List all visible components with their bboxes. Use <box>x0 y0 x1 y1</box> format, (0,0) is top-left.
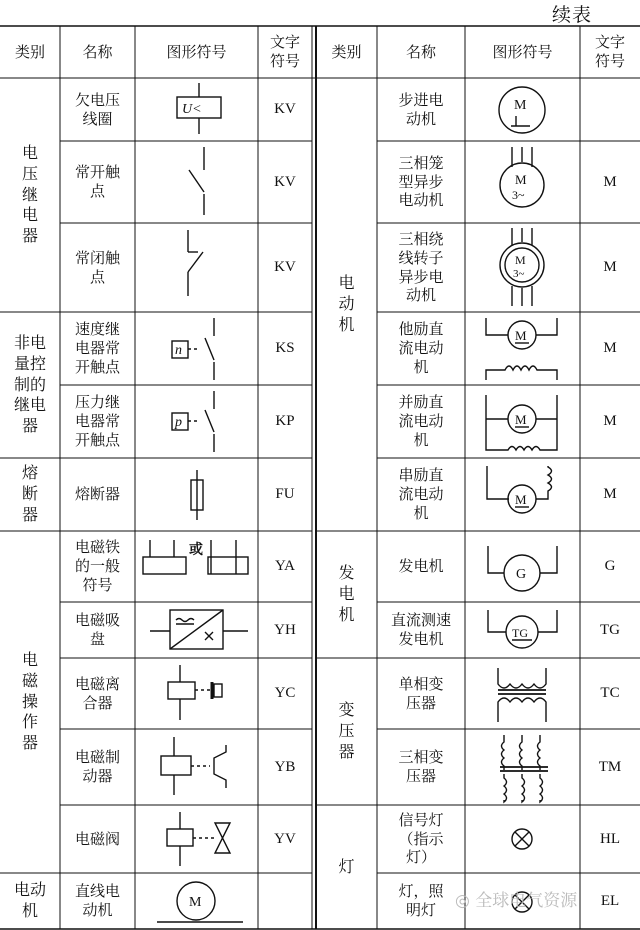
svg-text:M: M <box>515 412 527 427</box>
pressure-relay-contact-symbol <box>172 391 214 452</box>
stepper-motor-symbol <box>499 87 545 133</box>
row-code: YV <box>274 830 296 847</box>
solenoid-valve-symbol <box>167 812 230 866</box>
group-motor-right: 电 动 机 <box>338 273 355 334</box>
svg-text:p: p <box>175 415 182 430</box>
normally-open-contact-symbol <box>189 147 204 215</box>
group-transformer: 变 压 器 <box>338 700 355 761</box>
header-category-left: 类别 <box>14 42 45 61</box>
linear-motor-symbol <box>157 882 243 922</box>
row-name: 常闭触 点 <box>74 248 120 286</box>
undervoltage-coil-symbol <box>177 83 221 134</box>
speed-relay-contact-symbol <box>172 318 214 380</box>
magnetic-chuck-symbol <box>150 610 248 649</box>
row-code: HL <box>600 830 620 847</box>
row-code: KV <box>274 259 296 276</box>
svg-text:3~: 3~ <box>513 268 525 280</box>
row-name: 电磁离 合器 <box>74 674 120 712</box>
header-name-right: 名称 <box>405 42 436 61</box>
tachogenerator-symbol <box>488 610 557 648</box>
watermark <box>455 886 577 911</box>
row-name: 三相笼 型异步 电动机 <box>398 153 444 210</box>
row-name: 串励直 流电动 机 <box>398 466 444 522</box>
single-phase-transformer-symbol <box>498 668 546 722</box>
row-code: YB <box>274 758 296 775</box>
svg-text:3~: 3~ <box>512 188 525 202</box>
electromagnet-symbol <box>143 540 248 574</box>
row-code: M <box>603 340 617 357</box>
group-motor-left: 电动 机 <box>13 880 46 920</box>
series-dc-motor-symbol <box>487 466 552 513</box>
row-code: TG <box>600 621 620 638</box>
header-letter-right: 文字 符号 <box>594 33 625 70</box>
fuse-symbol <box>191 470 203 520</box>
row-name: 单相变 压器 <box>398 674 444 712</box>
header-symbol-left: 图形符号 <box>166 42 227 61</box>
header-letter-left: 文字 符号 <box>269 33 300 70</box>
row-code: G <box>604 558 616 575</box>
row-name: 熔断器 <box>74 485 120 504</box>
row-code: YC <box>274 685 296 702</box>
row-name: 直流测速 发电机 <box>390 611 451 648</box>
row-name: 三相绕 线转子 异步电 动机 <box>398 230 444 305</box>
row-code: TC <box>600 685 620 702</box>
svg-text:M: M <box>515 253 526 267</box>
row-code: M <box>603 173 617 190</box>
row-name: 发电机 <box>398 557 444 576</box>
group-nonelectrical-relay: 非电 量控 制的 继电 器 <box>13 333 46 436</box>
row-code: KV <box>274 101 296 118</box>
svg-text:M: M <box>514 98 527 113</box>
group-fuse: 熔 断 器 <box>21 463 38 524</box>
svg-text:M: M <box>515 328 527 343</box>
svg-text:n: n <box>175 343 182 358</box>
shunt-dc-motor-symbol <box>486 395 557 450</box>
row-code: FU <box>275 486 295 503</box>
row-code: M <box>603 259 617 276</box>
row-name: 直线电 动机 <box>74 882 120 919</box>
group-lamp: 灯 <box>338 856 355 876</box>
row-name: 速度继 电器常 开触点 <box>74 320 120 376</box>
row-code: M <box>603 486 617 503</box>
wound-rotor-motor-symbol <box>500 228 544 306</box>
normally-closed-contact-symbol <box>188 230 203 296</box>
row-name: 步进电 动机 <box>398 90 444 128</box>
row-name: 信号灯 （指示 灯） <box>398 810 444 867</box>
header-category-right: 类别 <box>331 42 362 61</box>
row-code: EL <box>600 892 620 909</box>
signal-lamp-symbol <box>512 829 532 849</box>
row-code: YA <box>274 558 295 575</box>
svg-text:或: 或 <box>189 543 203 558</box>
group-generator: 发 电 机 <box>338 563 355 624</box>
row-code: KP <box>275 413 295 430</box>
row-name: 灯，照 明灯 <box>398 882 444 919</box>
generator-symbol <box>488 546 557 591</box>
separately-excited-dc-motor-symbol <box>486 318 557 380</box>
electromagnetic-clutch-symbol <box>168 665 222 720</box>
row-name: 欠电压 线圈 <box>74 90 120 128</box>
table-caption: 续表 <box>551 4 592 26</box>
row-name: 压力继 电器常 开触点 <box>74 393 120 449</box>
three-phase-transformer-symbol <box>500 735 548 802</box>
row-code: KV <box>274 173 296 190</box>
row-name: 电磁铁 的一般 符号 <box>74 538 120 594</box>
row-name: 电磁吸 盘 <box>74 611 120 648</box>
row-name: 电磁制 动器 <box>74 748 120 785</box>
row-code: KS <box>275 340 295 357</box>
group-electromagnetic-operator: 电 磁 操 作 器 <box>21 650 38 753</box>
watermark-text: 全球电气资源 <box>475 891 578 911</box>
row-code: TM <box>598 758 622 775</box>
squirrel-cage-motor-symbol <box>500 147 544 207</box>
group-voltage-relay: 电 压 继 电 器 <box>21 143 38 246</box>
header-name-left: 名称 <box>82 42 113 61</box>
svg-text:TG: TG <box>512 626 528 640</box>
row-name: 并励直 流电动 机 <box>398 393 444 449</box>
row-name: 三相变 压器 <box>398 748 444 785</box>
svg-text:M: M <box>515 492 527 507</box>
row-name: 电磁阀 <box>74 829 120 848</box>
electromagnetic-brake-symbol <box>161 737 226 795</box>
svg-text:M: M <box>189 895 202 910</box>
wechat-icon: ◎ <box>455 891 476 911</box>
row-code: M <box>603 413 617 430</box>
svg-text:G: G <box>516 567 527 582</box>
svg-text:U<: U< <box>182 102 202 117</box>
row-name: 他励直 流电动 机 <box>398 320 444 376</box>
header-symbol-right: 图形符号 <box>492 42 553 61</box>
svg-text:M: M <box>515 172 527 187</box>
row-name: 常开触 点 <box>74 163 120 200</box>
row-code: YH <box>274 621 296 638</box>
